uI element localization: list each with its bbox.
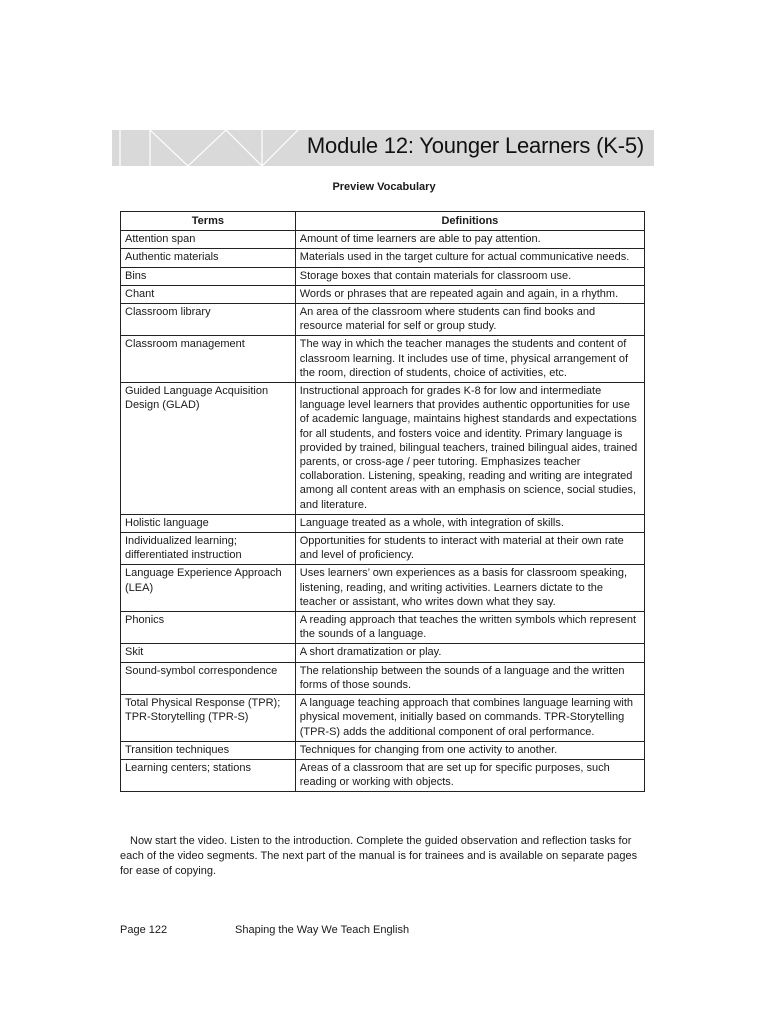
table-row: [121, 231, 645, 249]
definition-cell: Uses learners’ own experiences as a basis for classroom speaking, listening, reading, and writing activities. Learners dictate to the teacher or assistant, who writes down what they say.: [295, 565, 644, 612]
table-row: [121, 249, 645, 267]
module-banner: [112, 130, 654, 166]
definition-cell: The way in which the teacher manages the students and content of classroom learning. It includes use of time, physical arrangement of the room, direction of students, choice of activities, etc.: [295, 336, 644, 383]
book-title: Shaping the Way We Teach English: [235, 924, 410, 936]
definition-cell: Instructional approach for grades K-8 for low and intermediate language level learners that provides authentic opportunities for use of academic language, maintains highest standards and expectations for all students, and fosters voice and identity. Primary language is provided by trained, bilingual teachers, trained bilingual aides, trained parents, or cross-age / peer tutoring. Emphasizes teacher collaboration. Listening, speaking, reading and writing are integrated among all content areas with an emphasis on science, social studies, and literature.: [295, 383, 644, 515]
table-row: [121, 383, 645, 515]
table-row: [121, 759, 645, 791]
definition-cell: A language teaching approach that combines language learning with physical movement, initially based on commands. TPR-Storytelling (TPR-S) adds the additional component of oral performance.: [295, 695, 644, 742]
definition-cell: Materials used in the target culture for actual communicative needs.: [295, 249, 644, 267]
term-cell: Sound-symbol correspondence: [121, 662, 296, 694]
term-cell: Skit: [121, 644, 296, 662]
terms-column-header: Terms: [121, 212, 296, 231]
definition-cell: Storage boxes that contain materials for classroom use.: [295, 267, 644, 285]
definition-cell: Words or phrases that are repeated again and again, in a rhythm.: [295, 285, 644, 303]
table-row: [121, 533, 645, 565]
table-row: [121, 644, 645, 662]
definition-cell: Amount of time learners are able to pay attention.: [295, 231, 644, 249]
table-row: [121, 514, 645, 532]
term-cell: Authentic materials: [121, 249, 296, 267]
vocabulary-table-body: [121, 231, 645, 792]
table-row: [121, 662, 645, 694]
table-row: [121, 304, 645, 336]
definition-cell: A reading approach that teaches the written symbols which represent the sounds of a language.: [295, 612, 644, 644]
term-cell: Classroom library: [121, 304, 296, 336]
table-row: [121, 285, 645, 303]
table-row: [121, 267, 645, 285]
vocabulary-table: [120, 211, 645, 792]
term-cell: Holistic language: [121, 514, 296, 532]
term-cell: Attention span: [121, 231, 296, 249]
definition-cell: Language treated as a whole, with integration of skills.: [295, 514, 644, 532]
definition-cell: The relationship between the sounds of a language and the written forms of those sounds.: [295, 662, 644, 694]
table-row: [121, 336, 645, 383]
definition-cell: Areas of a classroom that are set up for specific purposes, such reading or working with objects.: [295, 759, 644, 791]
term-cell: Classroom management: [121, 336, 296, 383]
term-cell: Phonics: [121, 612, 296, 644]
term-cell: Bins: [121, 267, 296, 285]
table-row: [121, 612, 645, 644]
table-row: [121, 695, 645, 742]
module-title: Module 12: Younger Learners (K-5): [306, 133, 644, 158]
term-cell: Guided Language Acquisition Design (GLAD): [121, 383, 296, 515]
term-cell: Transition techniques: [121, 741, 296, 759]
definition-cell: Techniques for changing from one activity to another.: [295, 741, 644, 759]
definition-cell: A short dramatization or play.: [295, 644, 644, 662]
table-row: [121, 565, 645, 612]
term-cell: Chant: [121, 285, 296, 303]
definition-cell: An area of the classroom where students can find books and resource material for self or group study.: [295, 304, 644, 336]
table-row: [121, 741, 645, 759]
term-cell: Total Physical Response (TPR); TPR-Storytelling (TPR-S): [121, 695, 296, 742]
page-number: Page 122: [120, 924, 168, 936]
term-cell: Individualized learning; differentiated instruction: [121, 533, 296, 565]
definition-cell: Opportunities for students to interact with material at their own rate and level of proficiency.: [295, 533, 644, 565]
term-cell: Learning centers; stations: [121, 759, 296, 791]
term-cell: Language Experience Approach (LEA): [121, 565, 296, 612]
definitions-column-header: Definitions: [295, 212, 644, 231]
intro-paragraph: Now start the video. Listen to the introduction. Complete the guided observation and reflection tasks for each of the video segments. The next part of the manual is for trainees and is available on separate pages for ease of copying.: [120, 835, 638, 877]
table-header-row: [121, 212, 645, 231]
preview-vocabulary-heading: Preview Vocabulary: [332, 181, 436, 193]
